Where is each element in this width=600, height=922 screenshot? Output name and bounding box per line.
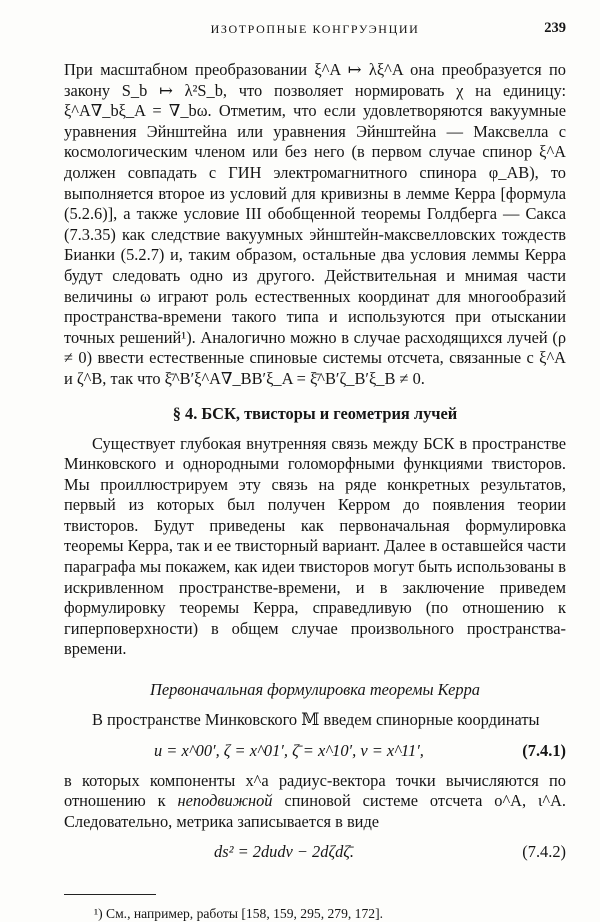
equation-7-4-2 xyxy=(64,838,566,866)
equation-number: (7.4.2) xyxy=(522,842,566,862)
paragraph-intro: Существует глубокая внутренняя связь между БСК в пространстве Минковского и однородными голоморфными функциями твисторов. Мы проиллюстрируем эту связь на ряде конкретных результатов, первый из которых был получен Керром до появления теории твисторов. Будут приведены как первоначальная формулировка теоремы Керра, так и ее твисторный вариант. Далее в оставшейся части параграфа мы покажем, как идеи твисторов могут быть использованы в искривленном пространстве-времени, и в заключение приведем формулировку теоремы Керра, справедливую (по отношению к гиперповерхности) в общем случае произвольного пространства-времени. xyxy=(64,433,566,659)
footnote-rule xyxy=(64,894,156,895)
text-run: спиновой системе отсчета o^A, ι^A. Следовательно, метрика записывается в виде xyxy=(64,791,566,831)
footnote: ¹) См., например, работы [158, 159, 295, 279, 172]. xyxy=(94,906,383,922)
page xyxy=(64,18,566,922)
running-title: ИЗОТРОПНЫЕ КОНГРУЭНЦИИ xyxy=(210,22,420,36)
paragraph-continuation: При масштабном преобразовании ξ^A ↦ λξ^A она преобразуется по закону S_b ↦ λ²S_b, что позволяет нормировать χ на единицу: ξ^A∇_bξ_A = ∇_bω. Отметим, что если удовлетворяются вакуумные уравнения Эйнштейна или уравнения Эйнштейна — Максвелла с космологическим членом или без него (в первом случае спинор ξ^A должен совпадать с ГИН электромагнитного спинора φ_AB), то выполняется второе из условий для кривизны в лемме Керра [формула (5.2.6)], а также условие III обобщенной теоремы Голдберга — Сакса (7.3.35) как следствие вакуумных эйнштейн-максвелловских тождеств Бианки (5.2.7) и, таким образом, остальные два условия леммы Керра будут следовать одно из другого. Действительная и мнимая части величины ω играют роль естественных координат для многообразий пространства-времени такого типа и используются при отыскании точных решений¹). Аналогично можно в случае расходящихся лучей (ρ ≠ 0) ввести естественные спиновые системы отсчета, связанные с ξ^A и ζ^B, так что ξ̄^B′ξ^A∇_BB′ξ_A = ξ̄^B′ζ_B′ξ_B ≠ 0. xyxy=(64,60,566,388)
equation-body: u = x^00′, ζ = x^01′, ζ̄ = x^10′, v = x^11′, xyxy=(154,740,424,760)
equation-number: (7.4.1) xyxy=(522,740,566,760)
paragraph-metric xyxy=(64,771,566,833)
paragraph-coordinates: В пространстве Минковского 𝕄 введем спинорные координаты xyxy=(92,710,540,730)
page-number: 239 xyxy=(544,20,566,36)
equation-body: ds² = 2dudv − 2dζdζ̄. xyxy=(214,842,355,862)
emphasis: неподвижной xyxy=(177,791,273,811)
text-run: в которых компоненты x^a радиус-вектора точки вычисляются по отношению к xyxy=(64,770,566,811)
subsection-heading: Первоначальная формулировка теоремы Керра xyxy=(149,680,480,700)
section-heading: § 4. БСК, твисторы и геометрия лучей xyxy=(172,403,458,423)
equation-7-4-1 xyxy=(64,737,566,765)
running-header xyxy=(64,18,566,40)
